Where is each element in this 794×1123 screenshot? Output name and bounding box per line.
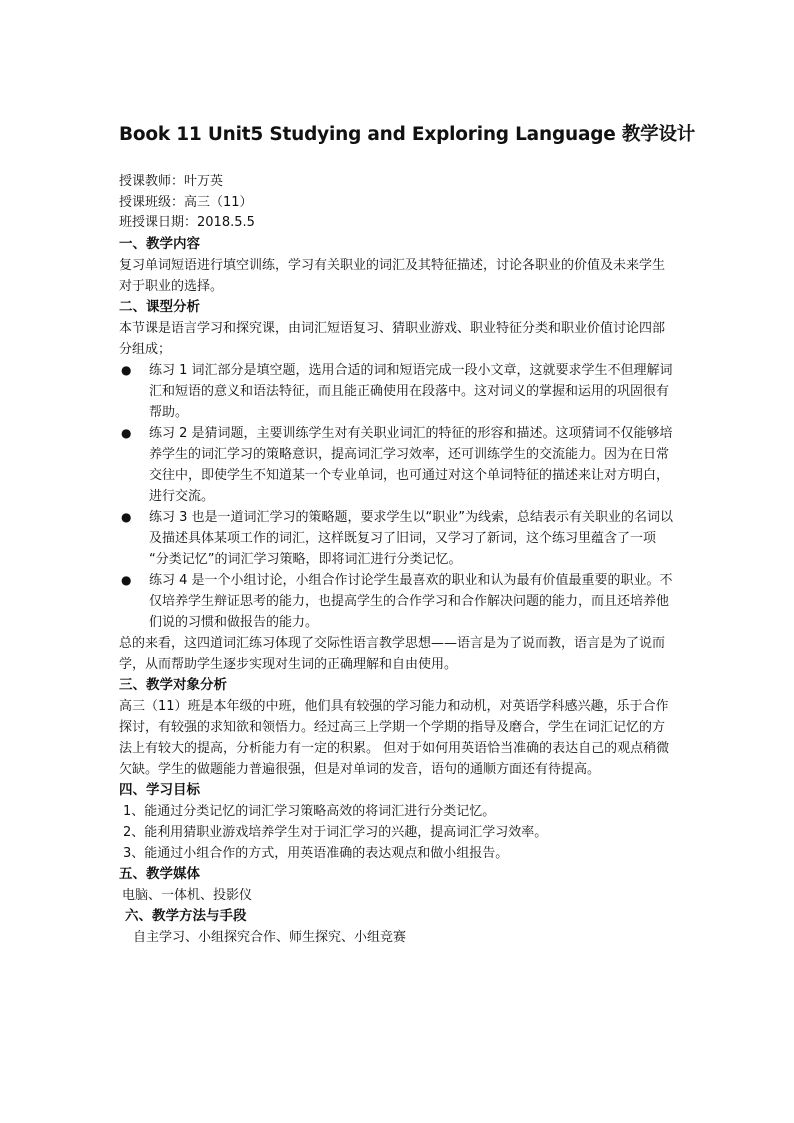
document-title: Book 11 Unit5 Studying and Exploring Language 教学设计	[119, 124, 696, 145]
section-heading-students: 三、教学对象分析	[119, 676, 227, 693]
goal-item-2: 2、能利用猜职业游戏培养学生对于词汇学习的兴趣，提高词汇学习效率。	[123, 824, 548, 840]
section-heading-content: 一、教学内容	[119, 235, 200, 252]
date-line: 班授课日期：2018.5.5	[119, 215, 255, 230]
bullet-dot-icon: ●	[121, 509, 132, 524]
section-intro-type: 本节课是语言学习和探究课，由词汇短语复习、猜职业游戏、职业特征分类和职业价值讨论四部分组成；	[119, 320, 666, 357]
list-item	[119, 360, 675, 423]
section-summary-type: 总的来看，这四道词汇练习体现了交际性语言教学思想——语言是为了说而教，语言是为了说而学，从而帮助学生逐步实现对生词的正确理解和自由使用。	[119, 635, 666, 672]
goal-item-1: 1、能通过分类记忆的词汇学习策略高效的将词汇进行分类记忆。	[123, 803, 496, 819]
goal-item-3: 3、能通过小组合作的方式，用英语准确的表达观点和做小组报告。	[123, 845, 509, 861]
list-item	[119, 507, 675, 570]
section-text-methods: 自主学习、小组探究合作、师生探究、小组竞赛	[133, 929, 407, 945]
section-heading-goals: 四、学习目标	[119, 781, 200, 798]
bullet-text: 练习 1 词汇部分是填空题，选用合适的词和短语完成一段小文章，这就要求学生不但理解词汇和短语的意义和语法特征，而且能正确使用在段落中。这对词义的掌握和运用的巩固很有帮助。	[149, 362, 673, 420]
bullet-text: 练习 3 也是一道词汇学习的策略题，要求学生以“职业”为线索，总结表示有关职业的名词以及描述具体某项工作的词汇，这样既复习了旧词，又学习了新词，这个练习里蕴含了一项 “分类记忆”的词汇学习策略，即将词汇进行分类记忆。	[149, 509, 674, 567]
list-item	[119, 423, 675, 507]
bullet-text: 练习 2 是猜词题，主要训练学生对有关职业词汇的特征的形容和描述。这项猜词不仅能够培养学生的词汇学习的策略意识，提高词汇学习效率，还可训练学生的交流能力。因为在日常交往中，即使学生不知道某一个专业单词，也可通过对这个单词特征的描述来让对方明白，进行交流。	[149, 425, 673, 504]
bullet-text: 练习 4 是一个小组讨论，小组合作讨论学生最喜欢的职业和认为最有价值最重要的职业。不仅培养学生辩证思考的能力，也提高学生的合作学习和合作解决问题的能力，而且还培养他们说的习惯和做报告的能力。	[149, 572, 673, 630]
list-item	[119, 570, 675, 633]
section-heading-methods: 六、教学方法与手段	[125, 907, 247, 924]
class-line: 授课班级：高三（11）	[119, 194, 253, 210]
bullet-dot-icon: ●	[121, 572, 132, 587]
bullet-dot-icon: ●	[121, 362, 132, 377]
section-text-students: 高三（11）班是本年级的中班，他们具有较强的学习能力和动机，对英语学科感兴趣，乐于合作探讨，有较强的求知欲和领悟力。经过高三上学期一个学期的指导及磨合，学生在词汇记忆的方法上有较大的提高，分析能力有一定的积累。 但对于如何用英语恰当准确的表达自己的观点稍微欠缺。学生的做题能力普遍很强，但是对单词的发音，语句的通顺方面还有待提高。	[119, 698, 670, 777]
document-page	[119, 120, 696, 948]
bullet-dot-icon: ●	[121, 425, 132, 440]
section-text-content: 复习单词短语进行填空训练，学习有关职业的词汇及其特征描述，讨论各职业的价值及未来学生对于职业的选择。	[119, 257, 666, 294]
section-heading-media: 五、教学媒体	[119, 865, 200, 882]
exercise-bullet-list	[119, 360, 675, 633]
section-heading-type: 二、课型分析	[119, 298, 200, 315]
teacher-line: 授课教师：叶万英	[119, 174, 224, 189]
section-text-media: 电脑、一体机、投影仪	[122, 887, 253, 903]
